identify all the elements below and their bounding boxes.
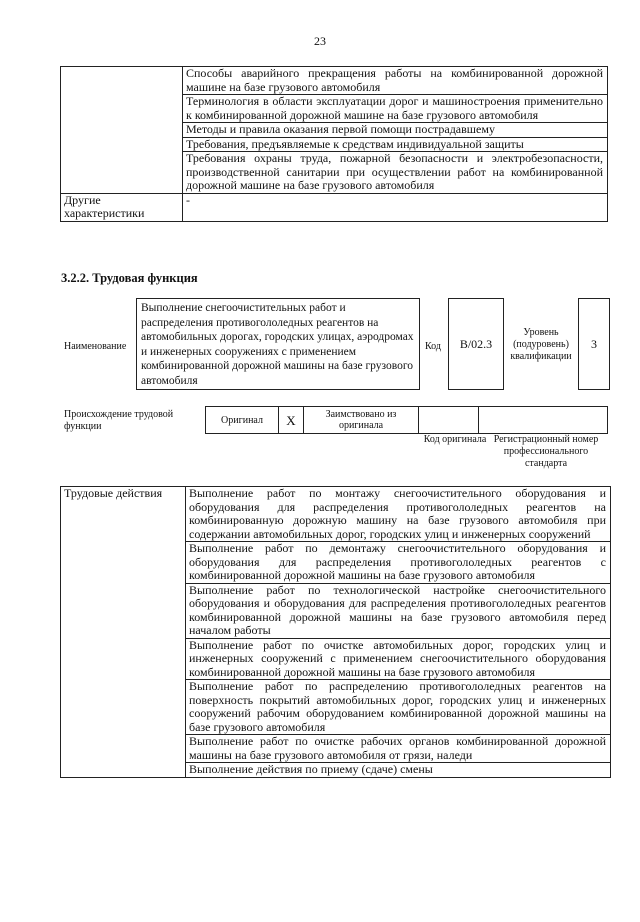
level-value: 3: [591, 336, 597, 351]
labor-action-row: Выполнение работ по очистке автомобильных дорог, городских улиц и инженерных сооружений с применением снегоочистительного оборудования комбинированной дорожной машины на базе грузового автомобиля: [186, 638, 611, 680]
knowledge-row: Требования охраны труда, пожарной безопасности и электробезопасности, производственной санитарии при осуществлении работ на комбинированной дорожной машине на базе грузового автомобиля: [183, 152, 608, 194]
name-label: Наименование: [64, 341, 127, 352]
page-number: 23: [314, 34, 326, 48]
empty-label-cell: [61, 67, 183, 194]
knowledge-row: Терминология в области эксплуатации дорог и машиностроения применительно к комбинированной дорожной машине на базе грузового автомобиля: [183, 95, 608, 123]
function-code-box: [448, 298, 504, 390]
knowledge-row: Способы аварийного прекращения работы на комбинированной дорожной машине на базе грузового автомобиля: [183, 67, 608, 95]
function-code: B/02.3: [459, 336, 493, 351]
original-code-cell: [419, 407, 479, 434]
original-mark: X: [279, 407, 304, 434]
labor-actions-label: Трудовые действия: [61, 487, 186, 778]
knowledge-row: Методы и правила оказания первой помощи пострадавшему: [183, 123, 608, 138]
original-label: Оригинал: [206, 407, 279, 434]
other-characteristics-label: Другие характеристики: [61, 193, 183, 221]
knowledge-table: [60, 66, 608, 222]
knowledge-row: Требования, предъявляемые к средствам индивидуальной защиты: [183, 137, 608, 152]
code-caption: Код оригинала: [423, 434, 487, 445]
level-box: [578, 298, 610, 390]
labor-action-row: Выполнение работ по монтажу снегоочистительного оборудования и оборудования для распределения противогололедных реагентов на комбинированную дорожную машину на базе грузового автомобиля при содержании автомобильных дорог, городских улиц и инженерных сооружений: [186, 487, 611, 542]
labor-actions-table: [60, 486, 611, 778]
labor-action-row: Выполнение действия по приему (сдаче) смены: [186, 763, 611, 778]
labor-action-row: Выполнение работ по демонтажу снегоочистительного оборудования и оборудования для распределения противогололедных реагентов с комбинированной дорожной машины на базе грузового автомобиля: [186, 542, 611, 584]
labor-action-row: Выполнение работ по технологической настройке снегоочистительного оборудования и оборудования для распределения противогололедных реагентов комбинированной дорожной машины на базе грузового автомобиля перед началом работы: [186, 583, 611, 638]
labor-action-row: Выполнение работ по распределению противогололедных реагентов на поверхность покрытий автомобильных дорог, городских улиц и инженерных сооружений рабочим оборудованием комбинированной дорожной машины на базе грузового автомобиля: [186, 680, 611, 735]
borrowed-label: Заимствовано из оригинала: [304, 407, 419, 434]
origin-table: [205, 406, 608, 434]
other-characteristics-value: -: [183, 193, 608, 221]
level-label: Уровень (подуровень) квалификации: [510, 327, 572, 362]
code-label: Код: [425, 341, 441, 352]
origin-label: Происхождение трудовой функции: [64, 409, 174, 432]
reg-caption: Регистрационный номер профессионального стандарта: [493, 434, 599, 469]
labor-action-row: Выполнение работ по очистке рабочих органов комбинированной дорожной машины на базе грузового автомобиля от грязи, наледи: [186, 735, 611, 763]
section-title: 3.2.2. Трудовая функция: [61, 271, 198, 285]
reg-number-cell: [479, 407, 608, 434]
function-name-box: Выполнение снегоочистительных работ и распределения противогололедных реагентов на автомобильных дорогах, городских улицах, аэродромах и инженерных сооружениях с применением комбинированной дорожной машины на базе грузового автомобиля: [136, 298, 420, 390]
